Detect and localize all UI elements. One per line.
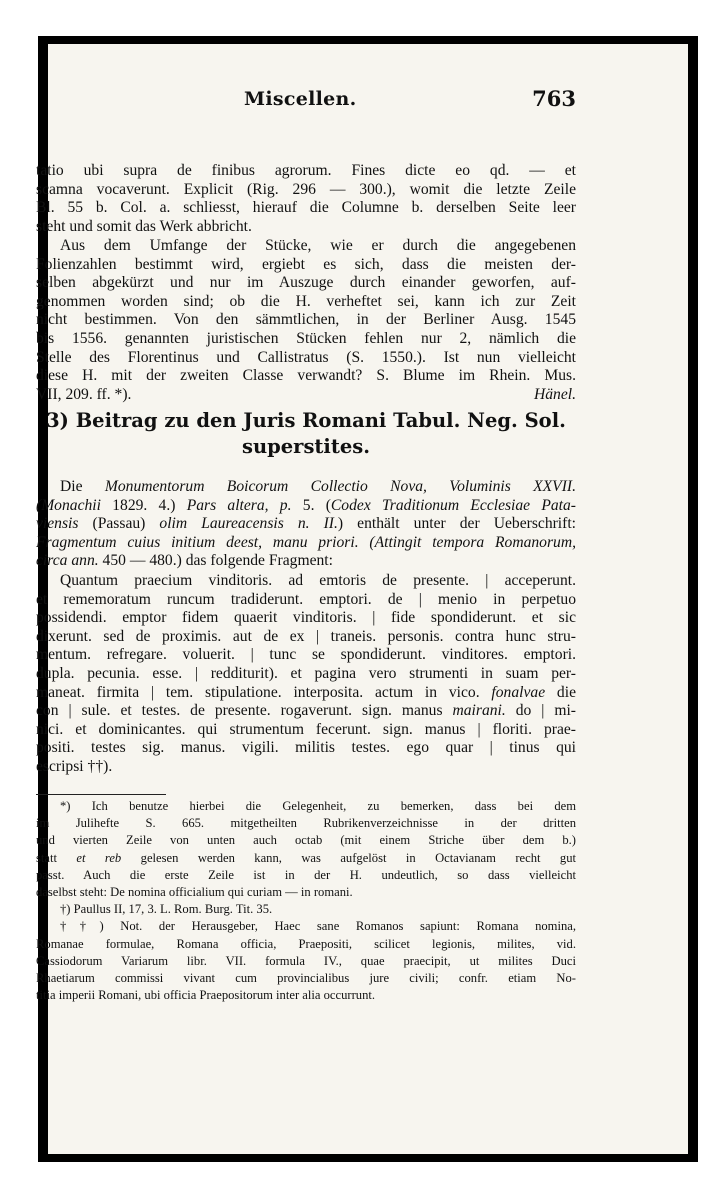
text-line: possidendi. emptor fidem quaerit vinditoris. | fide spondiderunt. et sic <box>36 609 576 627</box>
author-signature: Hänel. <box>533 385 576 403</box>
footnote-line: und vierten Zeile von unten auch octab (mit einem Striche über dem b.) <box>36 833 576 848</box>
running-head <box>36 86 576 116</box>
italic-run: circa ann. <box>36 552 99 570</box>
text-line: nici. et dominicantes. qui strumentum fecerunt. sign. manus | floriti. prae- <box>36 720 576 738</box>
footnote-line: Romanae formulae, Romana officia, Praepositi, scilicet legionis, milites, vid. <box>36 936 576 951</box>
intro-paragraph <box>36 162 576 236</box>
text-run: ) enthält unter der Ueberschrift: <box>337 515 577 533</box>
text-run: 5. ( <box>291 496 331 514</box>
italic-run: Codex Traditionum Ecclesiae Pata- <box>330 496 577 514</box>
last-line-with-signature <box>36 386 576 405</box>
footnote-line: titia imperii Romani, ubi officia Praepositorum inter alia occurrunt. <box>36 988 376 1003</box>
footnotes <box>36 798 576 1004</box>
text-line: positi. testes sig. manus. vigili. militis testes. ego quar | tinus qui <box>36 739 576 757</box>
section-heading <box>36 408 576 460</box>
footnote-line: Rhaetiarum commissi vivant cum provincialibus jure civili; confr. etiam No- <box>36 971 576 986</box>
text-line: tatio ubi supra de finibus agrorum. Fines dicte eo qd. — et <box>36 162 576 179</box>
text-line: genommen worden sind; ob die H. verheftet sei, kann ich zur Zeit <box>36 292 576 310</box>
text-run: con | sule. et testes. de presente. rogaverunt. sign. manus <box>36 702 453 720</box>
text-run: maneat. firmita | tem. stipulatione. interposita. actum in vico. <box>36 683 480 701</box>
text-line: mentum. refregare. voluerit. | tunc se spondiderunt. vinditores. emptori. <box>36 646 576 664</box>
italic-run: olim Laureacensis n. II. <box>159 515 338 533</box>
text-line: bis 1556. genannten juristischen Stücken fehlen nur 2, nämlich die <box>36 329 576 347</box>
italic-run: Monumentorum Boicorum Collectio Nova, Voluminis XXVII. <box>104 478 576 495</box>
text-line: steht und somit das Werk abbricht. <box>36 217 252 235</box>
text-line: Folienzahlen bestimmt wird, ergiebt es sich, dass die meisten der- <box>36 255 576 273</box>
page-number: 763 <box>532 86 576 111</box>
footnote-line: daselbst steht: De nomina officialium qui curiam — in romani. <box>36 885 353 900</box>
text-line: escripsi ††). <box>36 757 113 775</box>
text-run: 1829. 4.) <box>100 496 187 514</box>
text-line: selben abgekürzt und nur im Auszuge durch einander geworfen, auf- <box>36 274 576 292</box>
italic-run: (Monachii <box>36 496 101 514</box>
text-line <box>36 534 576 553</box>
italic-run: et reb <box>76 850 122 865</box>
footnote-line: Cassiodorum Variarum libr. VII. formula IV., quae praecipit, ut milites Duci <box>36 953 576 968</box>
paragraph-source <box>36 478 576 571</box>
italic-run: mairani. <box>452 702 506 720</box>
text-run: Die <box>60 478 105 495</box>
text-line: dupla. pecunia. esse. | redditurit). et pagina vero strumenti in suam per- <box>36 664 576 682</box>
footnote-rule <box>36 794 166 795</box>
text-line <box>36 702 576 721</box>
text-line: dixerunt. sed de proximis. aut de ex | traneis. personis. contra hunc stru- <box>36 627 576 645</box>
footnote-line: im Julihefte S. 665. mitgetheilten Rubrikenverzeichnisse in der dritten <box>36 816 576 831</box>
text-run: gelesen werden kann, was aufgelöst in Octavianam recht gut <box>121 850 577 865</box>
text-line: nicht bestimmen. Von den sämmtlichen, in der Berliner Ausg. 1545 <box>36 311 576 329</box>
text-line <box>36 552 576 571</box>
italic-run: Fragmentum cuius initium deest, manu priori. (Attingit tempora Romanorum, <box>36 533 576 551</box>
italic-run: Pars altera, p. <box>186 496 292 514</box>
running-title: Miscellen. <box>244 88 357 110</box>
text-run: do | mi- <box>505 702 576 720</box>
text-line: Stelle des Florentinus und Callistratus (S. 1550.). Ist nun vielleicht <box>36 348 576 366</box>
text-line <box>36 515 576 534</box>
text-line: VII, 209. ff. *). <box>36 385 132 403</box>
text-run: die <box>545 683 576 701</box>
text-line: et rememoratum runcum tradiderunt. emptori. de | menio in perpetuo <box>36 590 576 608</box>
text-line: Bl. 55 b. Col. a. schliesst, hierauf die Columne b. derselben Seite leer <box>36 199 576 217</box>
text-run: 450 — 480.) das folgende Fragment: <box>98 552 333 570</box>
text-line <box>36 478 576 497</box>
text-line: Quantum praecium vinditoris. ad emtoris de presente. | acceperunt. <box>60 572 576 589</box>
text-line <box>36 684 576 703</box>
footnote-line: *) Ich benutze hierbei die Gelegenheit, zu bemerken, dass bei dem <box>60 799 576 813</box>
section-heading-line1: 3) Beitrag zu den Juris Romani Tabul. Neg. Sol. <box>46 409 566 432</box>
paragraph-umfang <box>36 237 576 404</box>
italic-run: viensis <box>36 515 79 533</box>
footnote-line: ††) Not. der Herausgeber, Haec sane Romanos sapiunt: Romana nomina, <box>60 919 576 934</box>
text-line: Aus dem Umfange der Stücke, wie er durch die angegebenen <box>60 237 576 254</box>
text-line: diese H. mit der zweiten Classe verwandt? S. Blume im Rhein. Mus. <box>36 367 576 385</box>
text-run: statt <box>36 850 77 865</box>
text-line: scamna vocaverunt. Explicit (Rig. 296 — 300.), womit die letzte Zeile <box>36 180 576 198</box>
section-heading-line2: superstites. <box>241 435 371 458</box>
text-run: (Passau) <box>78 515 160 533</box>
text-line <box>36 497 576 516</box>
footnote-line: passt. Auch die erste Zeile ist in der H. undeutlich, so dass vielleicht <box>36 867 576 882</box>
italic-run: fonalvae <box>491 683 546 701</box>
footnote-line: †) Paullus II, 17, 3. L. Rom. Burg. Tit. 35. <box>60 902 273 917</box>
footnote-line <box>36 850 576 867</box>
fragment-text <box>36 572 576 777</box>
